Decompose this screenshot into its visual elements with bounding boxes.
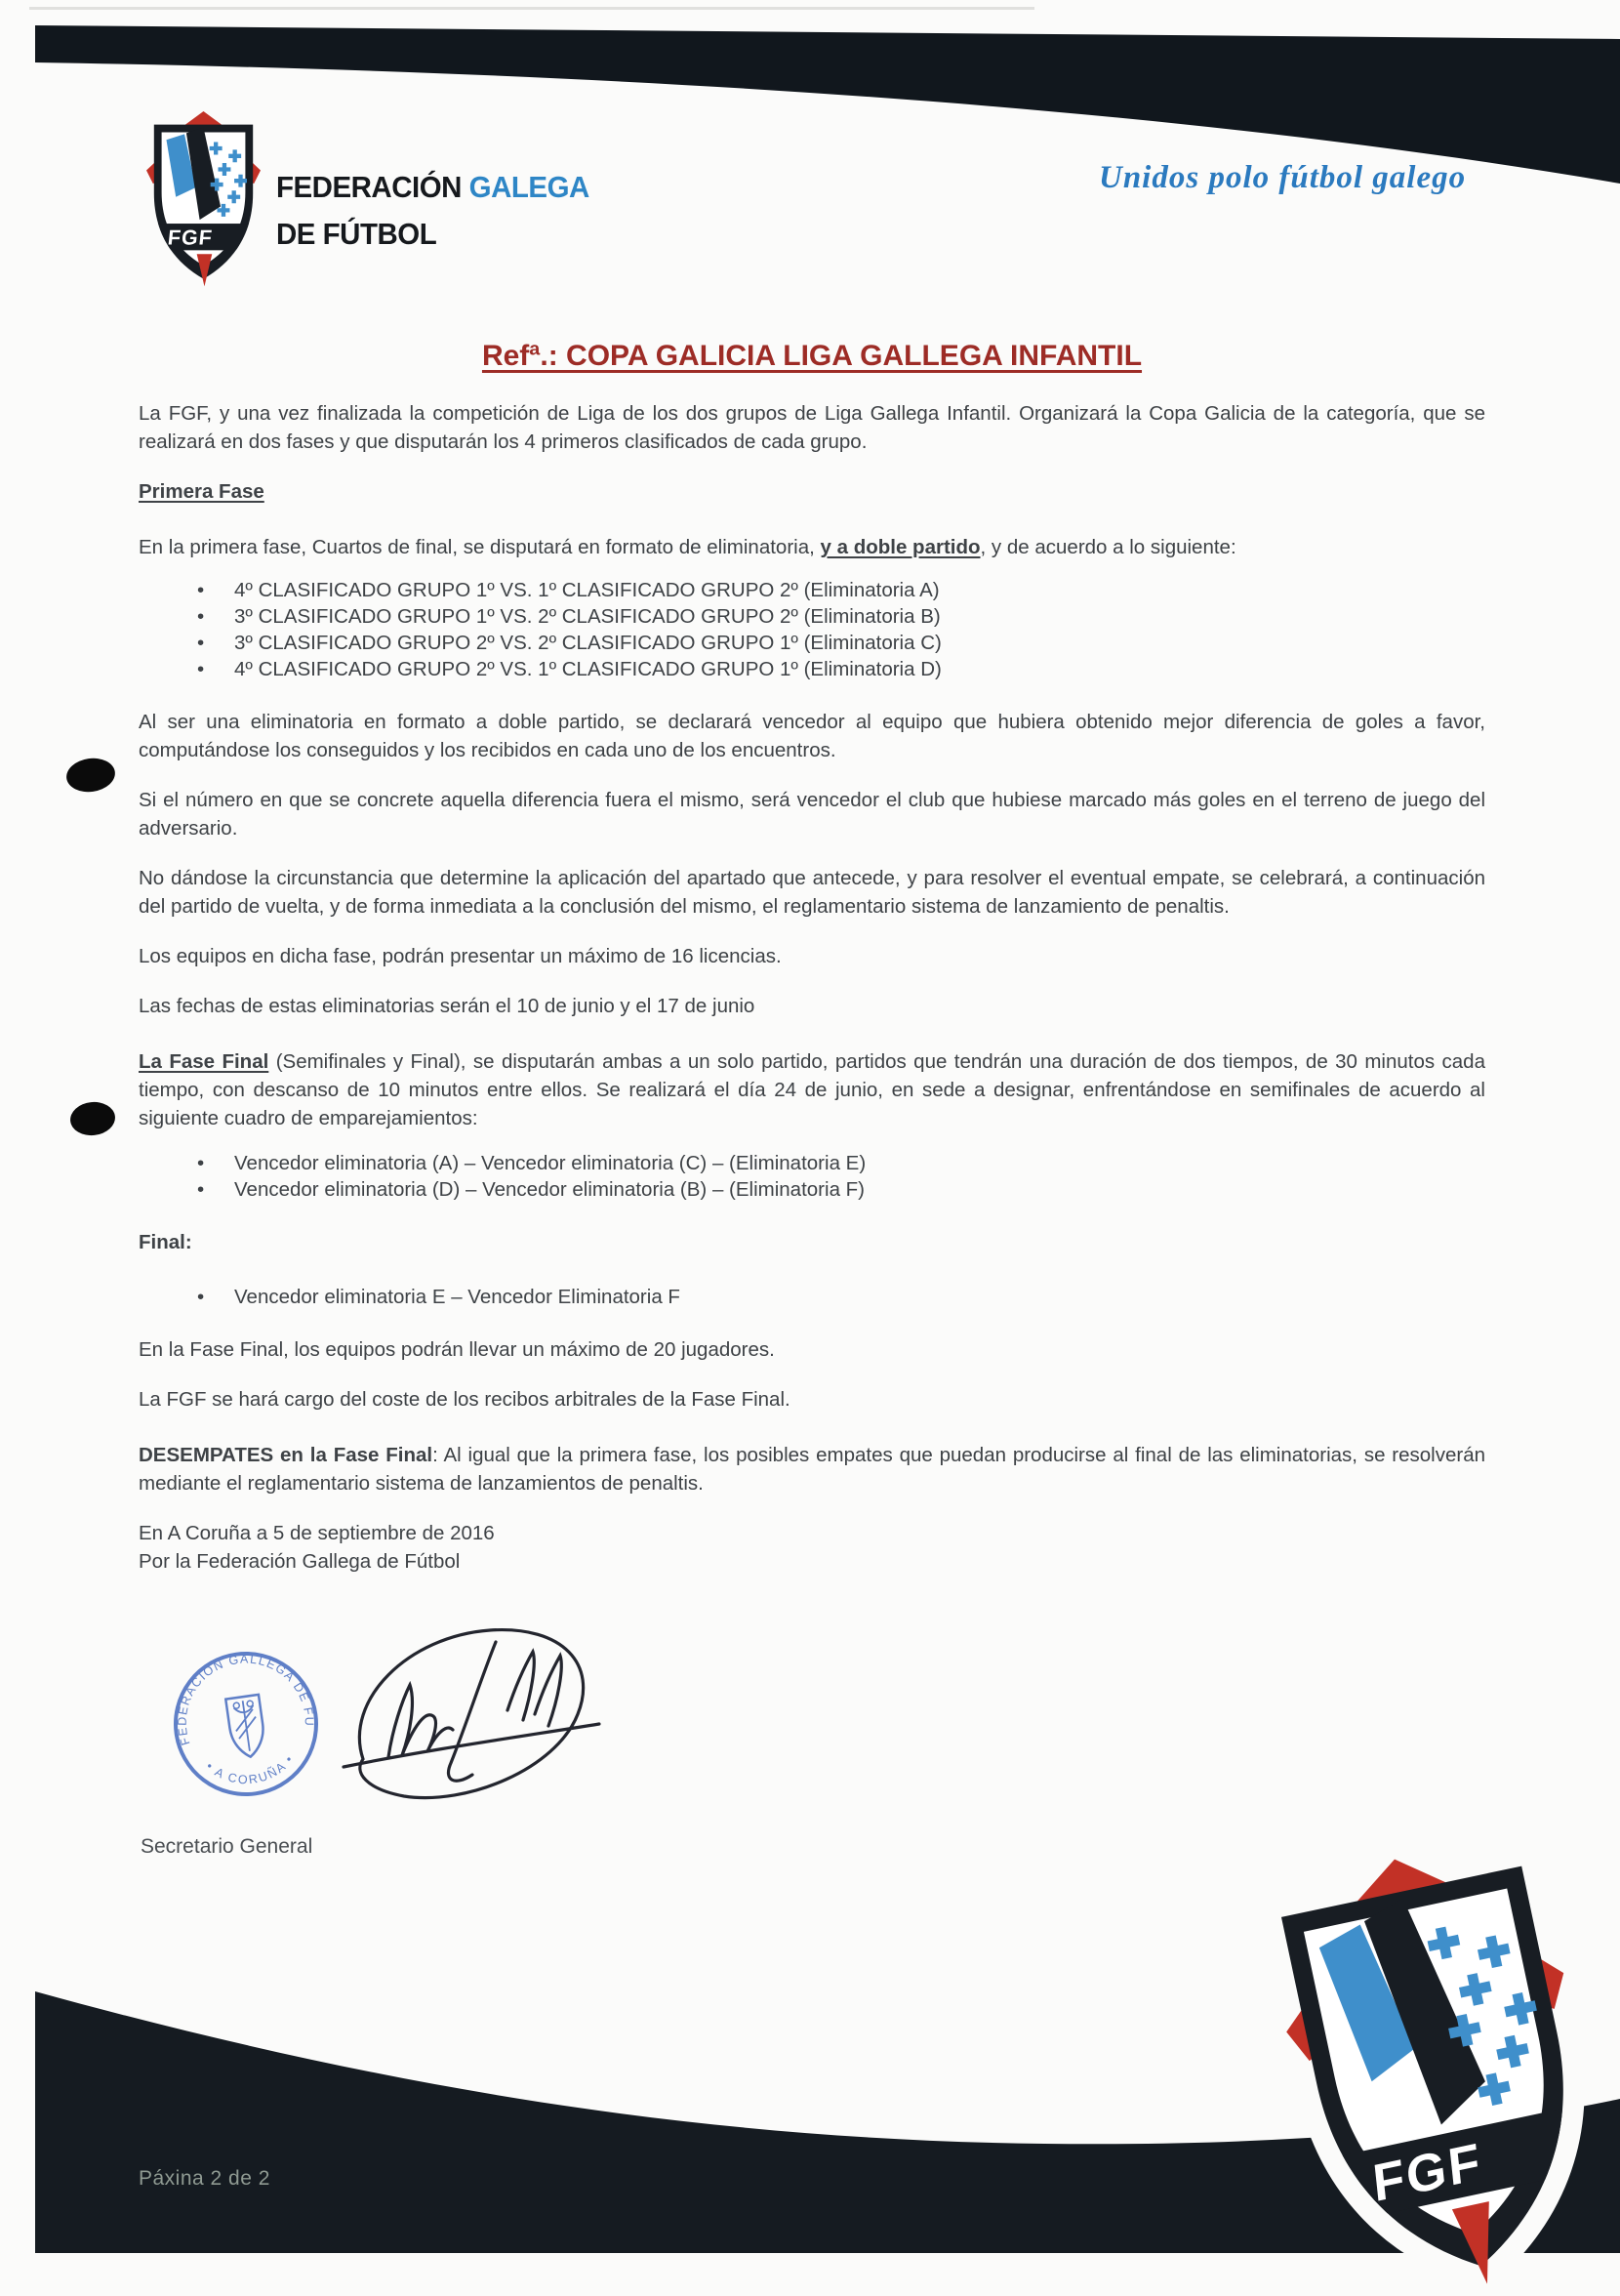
punch-hole-top: [64, 756, 117, 796]
text-segment: Al ser una eliminatoria en formato a doble partido, se declarará vencedor al equipo que hubiera obtenido mejor diferencia de goles a favor, computándose los conseguidos y los recibidos en cada uno de los encuentros.: [139, 711, 1485, 761]
text-segment: Primera Fase: [139, 480, 264, 503]
brand-word-federacion: FEDERACIÓN: [276, 170, 462, 204]
paragraph: [139, 399, 1485, 456]
paragraph: [139, 992, 1485, 1020]
bullet-item: • Vencedor eliminatoria (A) – Vencedor eliminatoria (C) – (Eliminatoria E): [139, 1150, 1485, 1176]
text-segment: La FGF, y una vez finalizada la competición de Liga de los dos grupos de Liga Gallega Infantil. Organizará la Copa Galicia de la categoría, que se realizará en dos fases y que disputarán los 4 primeros clasificados de cada grupo.: [139, 402, 1485, 453]
stamp-arc-bottom-text: • A CORUÑA •: [203, 1751, 298, 1787]
bullet-item: • 3º CLASIFICADO GRUPO 1º VS. 2º CLASIFICADO GRUPO 2º (Eliminatoria B): [139, 603, 1485, 630]
paragraph: [139, 942, 1485, 970]
page-artwork: FGF FEDERACION GALLEGA DE FUTBOL • A CORUÑA •: [0, 0, 1620, 2296]
svg-text:FEDERACION GALLEGA DE FUTBOL: [166, 1643, 317, 1747]
brand-word-galega: GALEGA: [468, 170, 589, 204]
bullet-item: • 4º CLASIFICADO GRUPO 1º VS. 1º CLASIFICADO GRUPO 2º (Eliminatoria A): [139, 577, 1485, 603]
text-segment: Si el número en que se concrete aquella diferencia fuera el mismo, será vencedor el club que hubiese marcado más goles en el terreno de juego del adversario.: [139, 789, 1485, 840]
bullet-item: • 3º CLASIFICADO GRUPO 2º VS. 2º CLASIFICADO GRUPO 1º (Eliminatoria C): [139, 630, 1485, 656]
bullet-list: [139, 1150, 1485, 1203]
text-segment: La Fase Final: [139, 1050, 269, 1073]
paragraph: [139, 533, 1485, 561]
bullet-item: • 4º CLASIFICADO GRUPO 2º VS. 1º CLASIFICADO GRUPO 1º (Eliminatoria D): [139, 656, 1485, 682]
text-segment: Las fechas de estas eliminatorias serán el 10 de junio y el 17 de junio: [139, 995, 755, 1017]
paragraph: [139, 1441, 1485, 1497]
text-segment: En la primera fase, Cuartos de final, se disputará en formato de eliminatoria,: [139, 536, 821, 558]
paragraph: [139, 864, 1485, 921]
text-segment: y a doble partido: [820, 536, 981, 558]
text-segment: Por la Federación Gallega de Fútbol: [139, 1550, 461, 1573]
brand-line1: [276, 164, 589, 211]
paragraph: [139, 1519, 1485, 1576]
paragraph: [139, 1047, 1485, 1132]
paragraph: [139, 1385, 1485, 1414]
header-crest: [146, 111, 261, 286]
closing-role-label: Secretario General: [141, 1835, 313, 1858]
bullet-item: • Vencedor eliminatoria (D) – Vencedor eliminatoria (B) – (Eliminatoria F): [139, 1176, 1485, 1203]
stamp-arc-top-text: FEDERACION GALLEGA DE FUTBOL: [175, 1652, 316, 1747]
bullet-list: [139, 577, 1485, 682]
brand-slogan: Unidos polo fútbol galego: [1099, 160, 1467, 195]
text-segment: En la Fase Final, los equipos podrán llevar un máximo de 20 jugadores.: [139, 1338, 775, 1361]
letter-title: [139, 342, 1485, 373]
paragraph: [139, 1335, 1485, 1364]
text-segment: DESEMPATES en la Fase Final: [139, 1444, 433, 1466]
letter-paragraphs: [139, 399, 1485, 1576]
paragraph: [139, 786, 1485, 842]
bullet-item: • Vencedor eliminatoria E – Vencedor Eliminatoria F: [139, 1284, 1485, 1310]
punch-hole-bottom: [68, 1100, 116, 1138]
text-segment: , y de acuerdo a lo siguiente:: [980, 536, 1236, 558]
bullet-list: [139, 1284, 1485, 1310]
scan-artifact-line: [29, 7, 1034, 10]
round-stamp: [166, 1643, 325, 1803]
brand-line2: DE FÚTBOL: [276, 217, 437, 251]
text-segment: No dándose la circunstancia que determine la aplicación del apartado que antecede, y para resolver el eventual empate, se celebrará, a continuación del partido de vuelta, y de forma inmediata a la conclusión del mismo, el reglamentario sistema de lanzamiento de penaltis.: [139, 867, 1485, 918]
text-segment: Los equipos en dicha fase, podrán presentar un máximo de 16 licencias.: [139, 945, 782, 967]
page-number-label: Páxina 2 de 2: [139, 2167, 270, 2190]
paragraph: [139, 708, 1485, 764]
section-heading: [139, 1228, 1485, 1256]
text-segment: (Semifinales y Final), se disputarán ambas a un solo partido, partidos que tendrán una duración de dos tiempos, de 30 minutos cada tiempo, con descanso de 10 minutos entre ellos. Se realizará el día 24 de junio, en sede a designar, enfrentándose en semifinales de acuerdo al siguiente cuadro de emparejamientos:: [139, 1050, 1485, 1129]
letter-title-text: Refª.: COPA GALICIA LIGA GALLEGA INFANTIL: [481, 340, 1143, 372]
letter-body: [139, 342, 1485, 1597]
section-heading: [139, 477, 1485, 506]
signature-ink: [344, 1630, 599, 1798]
brand-wordmark: [276, 164, 589, 258]
text-segment: La FGF se hará cargo del coste de los recibos arbitrales de la Fase Final.: [139, 1388, 790, 1411]
text-segment: Final:: [139, 1231, 192, 1253]
text-segment: En A Coruña a 5 de septiembre de 2016: [139, 1522, 495, 1544]
text-segment: : Al igual que la primera fase, los posibles empates que puedan producirse al final de las eliminatorias, se resolverán mediante el reglamentario sistema de lanzamientos de penaltis.: [139, 1444, 1486, 1495]
